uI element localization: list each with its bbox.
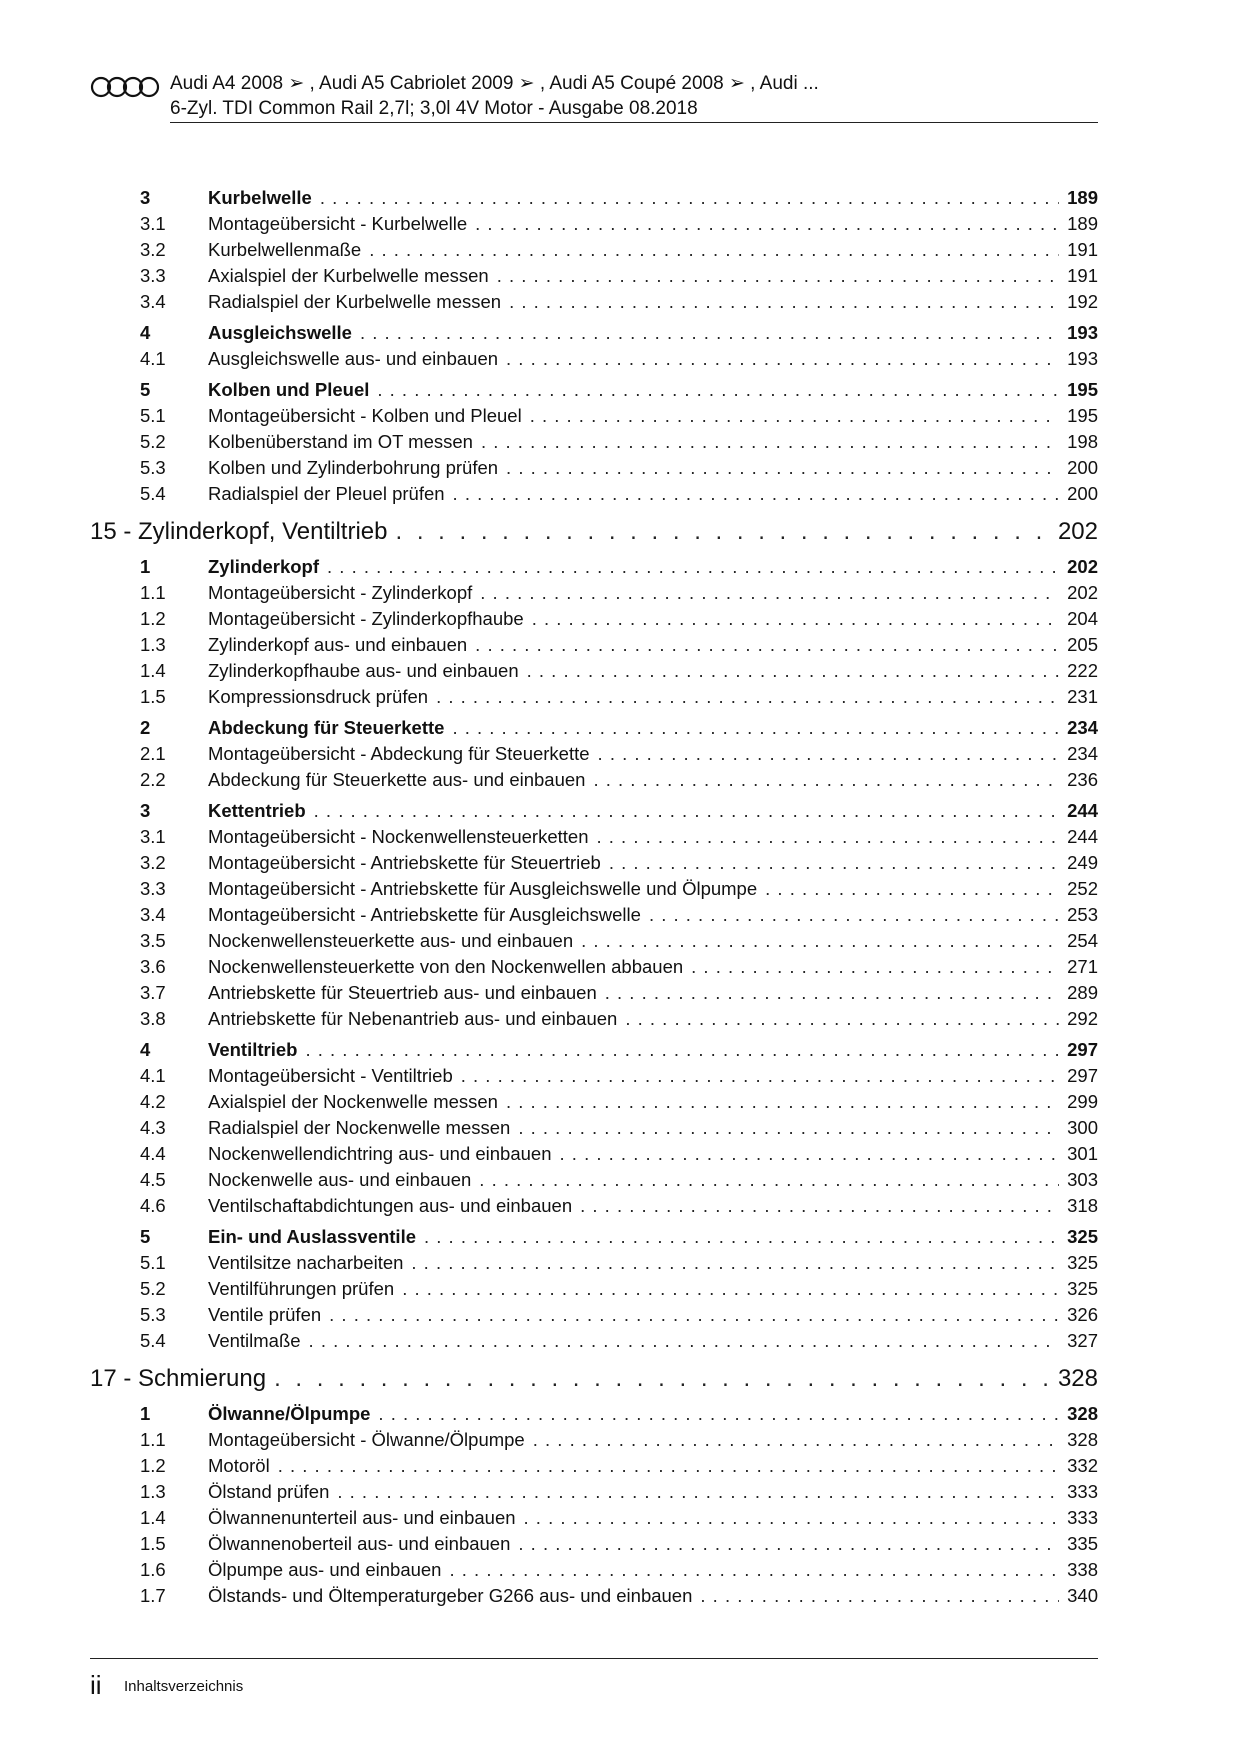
toc-entry-number: 4.1 — [140, 348, 166, 369]
toc-subsection-row[interactable] — [90, 1427, 1098, 1453]
toc-entry-number: 1.7 — [140, 1585, 166, 1606]
toc-entry-page: 292 — [1067, 1008, 1098, 1029]
toc-subsection-row[interactable] — [90, 824, 1098, 850]
toc-entry-title: Ausgleichswelle — [208, 322, 352, 343]
footer-label: Inhaltsverzeichnis — [124, 1678, 244, 1695]
toc-subsection-row[interactable] — [90, 211, 1098, 237]
toc-entry-number: 5.3 — [140, 1304, 166, 1325]
toc-entry-number: 4.2 — [140, 1091, 166, 1112]
toc-subsection-row[interactable] — [90, 429, 1098, 455]
toc-entry-number: 5.2 — [140, 431, 166, 452]
toc-entry-title: Axialspiel der Nockenwelle messen — [208, 1091, 498, 1112]
toc-subsection-row[interactable] — [90, 1167, 1098, 1193]
dot-leader — [337, 1479, 1059, 1505]
dot-leader — [625, 1006, 1059, 1032]
toc-entry-page: 192 — [1067, 291, 1098, 312]
toc-entry-page: 198 — [1067, 431, 1098, 452]
toc-entry-title: Montageübersicht - Abdeckung für Steuerkette — [208, 743, 590, 764]
dot-leader — [509, 289, 1059, 315]
toc-entry-number: 1.6 — [140, 1559, 166, 1580]
toc-entry-number: 4.3 — [140, 1117, 166, 1138]
dot-leader — [527, 658, 1060, 684]
audi-rings-icon — [90, 76, 160, 98]
toc-entry-title: Kettentrieb — [208, 800, 306, 821]
toc-entry-title: Kurbelwellenmaße — [208, 239, 362, 260]
toc-entry-title: Ausgleichswelle aus- und einbauen — [208, 348, 499, 369]
toc-entry-number: 3 — [140, 187, 151, 208]
toc-entry-number: 1.4 — [140, 660, 166, 681]
toc-entry-page: 271 — [1067, 956, 1098, 977]
toc-entry-title: Radialspiel der Nockenwelle messen — [208, 1117, 511, 1138]
toc-entry-page: 328 — [1067, 1429, 1098, 1450]
toc-entry-page: 189 — [1067, 213, 1098, 234]
toc-entry-title: 17 - Schmierung — [90, 1365, 267, 1392]
page-header — [90, 70, 1098, 124]
toc-subsection-row[interactable] — [90, 1006, 1098, 1032]
toc-entry-number: 1.4 — [140, 1507, 166, 1528]
toc-entry-page: 253 — [1067, 904, 1098, 925]
toc-section-row[interactable] — [90, 554, 1098, 580]
dot-leader — [580, 1193, 1059, 1219]
toc-entry-page: 300 — [1067, 1117, 1098, 1138]
toc-section-row[interactable] — [90, 320, 1098, 346]
toc-subsection-row[interactable] — [90, 403, 1098, 429]
toc-entry-title: Nockenwelle aus- und einbauen — [208, 1169, 472, 1190]
toc-entry-page: 202 — [1067, 556, 1098, 577]
dot-leader — [360, 320, 1059, 346]
toc-entry-title: Ventiltrieb — [208, 1039, 298, 1060]
toc-entry-page: 204 — [1067, 608, 1098, 629]
dot-leader — [424, 1224, 1059, 1250]
toc-entry-title: Ventilschaftabdichtungen aus- und einbauen — [208, 1195, 573, 1216]
toc-subsection-row[interactable] — [90, 1479, 1098, 1505]
toc-entry-number: 3.3 — [140, 265, 166, 286]
dot-leader — [475, 632, 1059, 658]
toc-entry-number: 1.1 — [140, 1429, 166, 1450]
dot-leader — [506, 1089, 1059, 1115]
toc-entry-title: Kolbenüberstand im OT messen — [208, 431, 473, 452]
dot-leader — [305, 1037, 1059, 1063]
toc-subsection-row[interactable] — [90, 741, 1098, 767]
toc-entry-number: 1.1 — [140, 582, 166, 603]
toc-entry-number: 4.4 — [140, 1143, 166, 1164]
toc-entry-number: 3.2 — [140, 852, 166, 873]
toc-entry-title: Kurbelwelle — [208, 187, 312, 208]
toc-entry-page: 289 — [1067, 982, 1098, 1003]
toc-entry-number: 3.1 — [140, 213, 166, 234]
toc-entry-title: Montageübersicht - Zylinderkopf — [208, 582, 473, 603]
toc-entry-number: 3.3 — [140, 878, 166, 899]
toc-entry-page: 325 — [1067, 1226, 1098, 1247]
toc-entry-page: 338 — [1067, 1559, 1098, 1580]
dot-leader — [532, 606, 1059, 632]
toc-entry-number: 1.2 — [140, 1455, 166, 1476]
toc-entry-page: 231 — [1067, 686, 1098, 707]
dot-leader — [593, 767, 1059, 793]
toc-entry-title: Montageübersicht - Kolben und Pleuel — [208, 405, 522, 426]
toc-entry-page: 244 — [1067, 800, 1098, 821]
toc-subsection-row[interactable] — [90, 606, 1098, 632]
toc-entry-title: Antriebskette für Steuertrieb aus- und einbauen — [208, 982, 597, 1003]
dot-leader — [452, 715, 1059, 741]
toc-entry-title: Ölwanne/Ölpumpe — [208, 1403, 371, 1424]
footer-divider — [90, 1658, 1098, 1659]
page-footer — [90, 1658, 1098, 1708]
toc-entry-number: 3.2 — [140, 239, 166, 260]
toc-entry-page: 202 — [1067, 582, 1098, 603]
dot-leader — [506, 346, 1059, 372]
toc-subsection-row[interactable] — [90, 1302, 1098, 1328]
toc-entry-title: Ventile prüfen — [208, 1304, 322, 1325]
toc-entry-title: Zylinderkopfhaube aus- und einbauen — [208, 660, 519, 681]
dot-leader — [449, 1557, 1059, 1583]
toc-subsection-row[interactable] — [90, 767, 1098, 793]
toc-section-row[interactable] — [90, 715, 1098, 741]
toc-entry-number: 1.5 — [140, 1533, 166, 1554]
dot-leader — [411, 1250, 1059, 1276]
toc-subsection-row[interactable] — [90, 1063, 1098, 1089]
toc-entry-page: 193 — [1067, 322, 1098, 343]
toc-entry-page: 200 — [1067, 483, 1098, 504]
toc-entry-title: Montageübersicht - Nockenwellensteuerketten — [208, 826, 589, 847]
toc-entry-page: 234 — [1067, 717, 1098, 738]
toc-subsection-row[interactable] — [90, 1583, 1098, 1609]
toc-entry-title: Nockenwellensteuerkette von den Nockenwellen abbauen — [208, 956, 684, 977]
toc-entry-title: Abdeckung für Steuerkette — [208, 717, 445, 738]
toc-entry-page: 325 — [1067, 1252, 1098, 1273]
toc-entry-page: 328 — [1057, 1365, 1098, 1392]
toc-section-row[interactable] — [90, 1037, 1098, 1063]
toc-subsection-row[interactable] — [90, 481, 1098, 507]
toc-entry-title: Ventilführungen prüfen — [208, 1278, 395, 1299]
dot-leader — [597, 824, 1060, 850]
toc-subsection-row[interactable] — [90, 580, 1098, 606]
dot-leader — [530, 403, 1059, 429]
toc-entry-page: 244 — [1067, 826, 1098, 847]
toc-entry-number: 5 — [140, 1226, 151, 1247]
toc-entry-number: 3.1 — [140, 826, 166, 847]
toc-entry-page: 318 — [1067, 1195, 1098, 1216]
toc-entry-title: Ölpumpe aus- und einbauen — [208, 1559, 442, 1580]
toc-subsection-row[interactable] — [90, 1089, 1098, 1115]
toc-entry-number: 1.3 — [140, 634, 166, 655]
toc-entry-number: 4 — [140, 322, 151, 343]
toc-entry-number: 4.1 — [140, 1065, 166, 1086]
toc-entry-number: 4 — [140, 1039, 151, 1060]
dot-leader — [518, 1531, 1059, 1557]
toc-entry-title: Montageübersicht - Ventiltrieb — [208, 1065, 453, 1086]
dot-leader — [314, 798, 1059, 824]
dot-leader — [605, 980, 1059, 1006]
toc-subsection-row[interactable] — [90, 658, 1098, 684]
toc-entry-title: Ventilmaße — [208, 1330, 301, 1351]
dot-leader — [524, 1505, 1060, 1531]
toc-subsection-row[interactable] — [90, 1453, 1098, 1479]
toc-entry-page: 325 — [1067, 1278, 1098, 1299]
toc-entry-title: Montageübersicht - Ölwanne/Ölpumpe — [208, 1429, 525, 1450]
dot-leader — [609, 850, 1059, 876]
toc-subsection-row[interactable] — [90, 980, 1098, 1006]
toc-entry-number: 5.1 — [140, 1252, 166, 1273]
toc-subsection-row[interactable] — [90, 684, 1098, 710]
toc-entry-title: Zylinderkopf aus- und einbauen — [208, 634, 468, 655]
toc-entry-title: Montageübersicht - Zylinderkopfhaube — [208, 608, 524, 629]
toc-section-row[interactable] — [90, 798, 1098, 824]
toc-section-row[interactable] — [90, 1224, 1098, 1250]
page-number: ii — [90, 1670, 102, 1700]
toc-entry-number: 2.2 — [140, 769, 166, 790]
header-title: Audi A4 2008 ➢ , Audi A5 Cabriolet 2009 ➢ , Audi A5 Coupé 2008 ➢ , Audi ... — [170, 73, 819, 94]
toc-entry-number: 5.2 — [140, 1278, 166, 1299]
toc-entry-page: 340 — [1067, 1585, 1098, 1606]
toc-subsection-row[interactable] — [90, 237, 1098, 263]
dot-leader — [598, 741, 1060, 767]
dot-leader — [402, 1276, 1059, 1302]
dot-leader — [581, 928, 1059, 954]
toc-entry-number: 1.2 — [140, 608, 166, 629]
toc-entry-title: Antriebskette für Nebenantrieb aus- und einbauen — [208, 1008, 618, 1029]
toc-entry-number: 3.4 — [140, 904, 166, 925]
toc-entry-title: 15 - Zylinderkopf, Ventiltrieb — [90, 518, 388, 545]
dot-leader — [369, 237, 1059, 263]
toc-subsection-row[interactable] — [90, 1531, 1098, 1557]
toc-subsection-row[interactable] — [90, 263, 1098, 289]
toc-entry-number: 2 — [140, 717, 151, 738]
toc-entry-title: Radialspiel der Kurbelwelle messen — [208, 291, 502, 312]
toc-entry-number: 5.3 — [140, 457, 166, 478]
toc-entry-page: 332 — [1067, 1455, 1098, 1476]
dot-leader — [479, 1167, 1059, 1193]
toc-entry-page: 222 — [1067, 660, 1098, 681]
toc-entry-page: 297 — [1067, 1065, 1098, 1086]
dot-leader — [309, 1328, 1060, 1354]
toc-entry-page: 327 — [1067, 1330, 1098, 1351]
dot-leader — [649, 902, 1059, 928]
toc-entry-title: Ölwannenoberteil aus- und einbauen — [208, 1533, 511, 1554]
toc-entry-title: Ölwannenunterteil aus- und einbauen — [208, 1507, 516, 1528]
toc-subsection-row[interactable] — [90, 902, 1098, 928]
dot-leader — [560, 1141, 1060, 1167]
header-divider — [170, 122, 1098, 123]
dot-leader — [533, 1427, 1059, 1453]
toc-entry-number: 3.7 — [140, 982, 166, 1003]
toc-subsection-row[interactable] — [90, 1505, 1098, 1531]
toc-entry-page: 205 — [1067, 634, 1098, 655]
toc-entry-page: 193 — [1067, 348, 1098, 369]
toc-entry-number: 3.5 — [140, 930, 166, 951]
toc-entry-page: 299 — [1067, 1091, 1098, 1112]
toc-entry-number: 4.5 — [140, 1169, 166, 1190]
toc-subsection-row[interactable] — [90, 928, 1098, 954]
toc-entry-page: 297 — [1067, 1039, 1098, 1060]
dot-leader — [480, 580, 1059, 606]
toc-entry-title: Zylinderkopf — [208, 556, 320, 577]
toc-entry-page: 202 — [1057, 518, 1098, 545]
dot-leader — [320, 185, 1059, 211]
toc-entry-number: 3.6 — [140, 956, 166, 977]
toc-entry-page: 328 — [1067, 1403, 1098, 1424]
dot-leader — [765, 876, 1059, 902]
toc-entry-title: Ölstands- und Öltemperaturgeber G266 aus- und einbauen — [208, 1585, 693, 1606]
dot-leader — [497, 263, 1059, 289]
dot-leader — [278, 1453, 1059, 1479]
toc-subsection-row[interactable] — [90, 346, 1098, 372]
toc-entry-number: 3.4 — [140, 291, 166, 312]
toc-entry-number: 3.8 — [140, 1008, 166, 1029]
toc-entry-page: 249 — [1067, 852, 1098, 873]
dot-leader — [518, 1115, 1059, 1141]
toc-entry-title: Ventilsitze nacharbeiten — [208, 1252, 404, 1273]
toc-chapter-row[interactable] — [90, 1362, 1098, 1396]
dot-leader — [481, 429, 1059, 455]
toc-subsection-row[interactable] — [90, 876, 1098, 902]
toc-entry-page: 335 — [1067, 1533, 1098, 1554]
toc-entry-title: Montageübersicht - Antriebskette für Ausgleichswelle und Ölpumpe — [208, 878, 758, 899]
toc-subsection-row[interactable] — [90, 954, 1098, 980]
toc-subsection-row[interactable] — [90, 1276, 1098, 1302]
toc-subsection-row[interactable] — [90, 632, 1098, 658]
toc-entry-number: 5 — [140, 379, 151, 400]
dot-leader — [327, 554, 1059, 580]
toc-entry-page: 234 — [1067, 743, 1098, 764]
toc-entry-page: 200 — [1067, 457, 1098, 478]
table-of-contents — [90, 180, 1098, 1609]
dot-leader — [461, 1063, 1059, 1089]
toc-entry-title: Kolben und Zylinderbohrung prüfen — [208, 457, 499, 478]
dot-leader — [691, 954, 1059, 980]
toc-entry-number: 1.5 — [140, 686, 166, 707]
toc-entry-page: 195 — [1067, 379, 1098, 400]
dot-leader — [700, 1583, 1059, 1609]
toc-entry-number: 5.4 — [140, 483, 166, 504]
dot-leader — [329, 1302, 1059, 1328]
toc-section-row[interactable] — [90, 377, 1098, 403]
dot-leader — [274, 1362, 1050, 1396]
dot-leader — [475, 211, 1059, 237]
toc-entry-number: 2.1 — [140, 743, 166, 764]
toc-entry-number: 3 — [140, 800, 151, 821]
dot-leader — [436, 684, 1059, 710]
toc-chapter-row[interactable] — [90, 515, 1098, 549]
toc-entry-page: 195 — [1067, 405, 1098, 426]
toc-entry-page: 236 — [1067, 769, 1098, 790]
toc-section-row[interactable] — [90, 1401, 1098, 1427]
toc-entry-page: 301 — [1067, 1143, 1098, 1164]
toc-entry-title: Kolben und Pleuel — [208, 379, 370, 400]
toc-entry-title: Nockenwellendichtring aus- und einbauen — [208, 1143, 552, 1164]
toc-subsection-row[interactable] — [90, 1141, 1098, 1167]
toc-entry-number: 1 — [140, 1403, 151, 1424]
toc-entry-number: 1.3 — [140, 1481, 166, 1502]
toc-entry-title: Kompressionsdruck prüfen — [208, 686, 429, 707]
toc-entry-title: Motoröl — [208, 1455, 270, 1476]
toc-entry-page: 303 — [1067, 1169, 1098, 1190]
header-subtitle: 6-Zyl. TDI Common Rail 2,7l; 3,0l 4V Motor - Ausgabe 08.2018 — [170, 98, 698, 119]
toc-entry-number: 5.4 — [140, 1330, 166, 1351]
dot-leader — [378, 1401, 1059, 1427]
toc-subsection-row[interactable] — [90, 1115, 1098, 1141]
toc-entry-number: 5.1 — [140, 405, 166, 426]
toc-entry-title: Ölstand prüfen — [208, 1481, 330, 1502]
toc-subsection-row[interactable] — [90, 1328, 1098, 1354]
toc-entry-title: Radialspiel der Pleuel prüfen — [208, 483, 445, 504]
toc-subsection-row[interactable] — [90, 1557, 1098, 1583]
toc-entry-page: 326 — [1067, 1304, 1098, 1325]
toc-subsection-row[interactable] — [90, 850, 1098, 876]
toc-entry-page: 191 — [1067, 239, 1098, 260]
dot-leader — [395, 515, 1049, 549]
toc-entry-number: 4.6 — [140, 1195, 166, 1216]
toc-entry-page: 254 — [1067, 930, 1098, 951]
toc-subsection-row[interactable] — [90, 1250, 1098, 1276]
toc-subsection-row[interactable] — [90, 455, 1098, 481]
toc-entry-title: Montageübersicht - Kurbelwelle — [208, 213, 468, 234]
toc-section-row[interactable] — [90, 185, 1098, 211]
toc-subsection-row[interactable] — [90, 1193, 1098, 1219]
dot-leader — [506, 455, 1059, 481]
toc-entry-title: Montageübersicht - Antriebskette für Steuertrieb — [208, 852, 601, 873]
toc-entry-title: Axialspiel der Kurbelwelle messen — [208, 265, 489, 286]
toc-entry-title: Ein- und Auslassventile — [208, 1226, 416, 1247]
toc-entry-page: 333 — [1067, 1481, 1098, 1502]
toc-entry-page: 333 — [1067, 1507, 1098, 1528]
toc-entry-title: Nockenwellensteuerkette aus- und einbauen — [208, 930, 574, 951]
toc-entry-page: 252 — [1067, 878, 1098, 899]
dot-leader — [377, 377, 1059, 403]
toc-entry-title: Montageübersicht - Antriebskette für Ausgleichswelle — [208, 904, 641, 925]
toc-entry-title: Abdeckung für Steuerkette aus- und einbauen — [208, 769, 586, 790]
toc-entry-number: 1 — [140, 556, 151, 577]
toc-subsection-row[interactable] — [90, 289, 1098, 315]
dot-leader — [453, 481, 1060, 507]
toc-entry-page: 189 — [1067, 187, 1098, 208]
toc-entry-page: 191 — [1067, 265, 1098, 286]
